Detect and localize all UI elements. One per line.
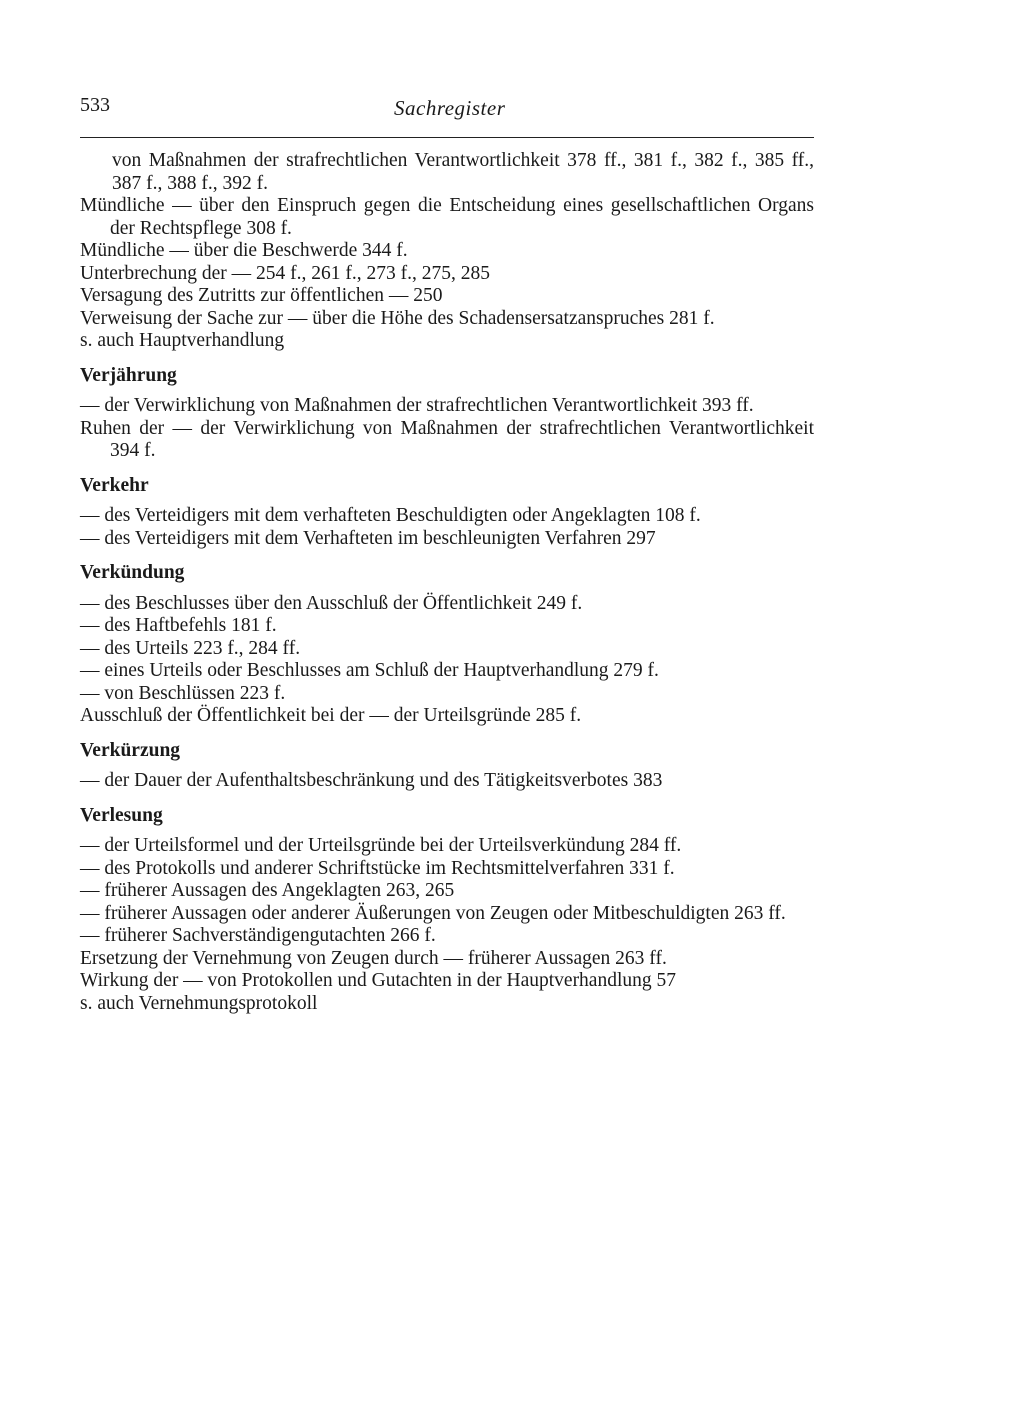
- index-entry: Ausschluß der Öffentlichkeit bei der — der Urteilsgründe 285 f.: [80, 705, 582, 726]
- index-entry: Verweisung der Sache zur — über die Höhe des Schadensersatzanspruches 281 f.: [80, 307, 715, 329]
- index-entry: — von Beschlüssen 223 f.: [80, 682, 286, 704]
- index-entry: Wirkung der — von Protokollen und Gutachten in der Hauptverhandlung 57: [80, 970, 677, 991]
- index-heading: Verkündung: [80, 562, 185, 583]
- index-entry: — früherer Sachverständigengutachten 266 f.: [80, 925, 436, 946]
- index-entry: — des Verteidigers mit dem Verhafteten im beschleunigten Verfahren 297: [80, 527, 656, 549]
- index-entry: — früherer Aussagen des Angeklagten 263, 265: [80, 880, 455, 901]
- index-entry: Versagung des Zutritts zur öffentlichen — 250: [80, 285, 443, 306]
- index-entry: — eines Urteils oder Beschlusses am Schluß der Hauptverhandlung 279 f.: [80, 660, 659, 681]
- index-entry: Mündliche — über den Einspruch gegen die Entscheidung eines gesellschaftlichen Organs der Rechtspflege 308 f.: [80, 195, 814, 239]
- index-entry: — des Urteils 223 f., 284 ff.: [80, 637, 301, 659]
- index-entry: Ruhen der — der Verwirklichung von Maßnahmen der strafrechtlichen Verantwortlichkeit 394 f.: [80, 417, 814, 461]
- index-entry: — des Verteidigers mit dem verhafteten Beschuldigten oder Angeklagten 108 f.: [80, 505, 701, 526]
- index-entry: von Maßnahmen der strafrechtlichen Verantwortlichkeit 378 ff., 381 f., 382 f., 385 ff., 387 f., 388 f., 392 f.: [112, 150, 814, 194]
- running-head: Sachregister: [394, 96, 506, 120]
- index-entry: — des Haftbefehls 181 f.: [80, 615, 277, 636]
- index-heading: Verjährung: [80, 364, 177, 386]
- header-rule: [80, 137, 814, 138]
- index-entry: — des Protokolls und anderer Schriftstücke im Rechtsmittelverfahren 331 f.: [80, 857, 675, 879]
- index-entry: — früherer Aussagen oder anderer Äußerungen von Zeugen oder Mitbeschuldigten 263 ff.: [80, 902, 786, 924]
- index-entry: — der Verwirklichung von Maßnahmen der strafrechtlichen Verantwortlichkeit 393 ff.: [80, 395, 754, 416]
- index-entry: s. auch Hauptverhandlung: [80, 330, 285, 351]
- index-entry: — der Urteilsformel und der Urteilsgründe bei der Urteilsverkündung 284 ff.: [80, 835, 682, 856]
- index-content: [80, 150, 814, 1015]
- index-heading: Verkehr: [80, 474, 149, 496]
- index-entry: s. auch Vernehmungsprotokoll: [80, 992, 318, 1014]
- page-number: 533: [80, 94, 110, 116]
- index-entry: — des Beschlusses über den Ausschluß der Öffentlichkeit 249 f.: [80, 592, 583, 614]
- index-entry: Ersetzung der Vernehmung von Zeugen durch — früherer Aussagen 263 ff.: [80, 947, 667, 969]
- index-heading: Verkürzung: [80, 739, 181, 761]
- index-entry: Mündliche — über die Beschwerde 344 f.: [80, 240, 408, 261]
- index-entry: Unterbrechung der — 254 f., 261 f., 273 f., 275, 285: [80, 262, 490, 284]
- index-heading: Verlesung: [80, 804, 163, 826]
- index-entry: — der Dauer der Aufenthaltsbeschränkung und des Tätigkeitsverbotes 383: [80, 770, 663, 791]
